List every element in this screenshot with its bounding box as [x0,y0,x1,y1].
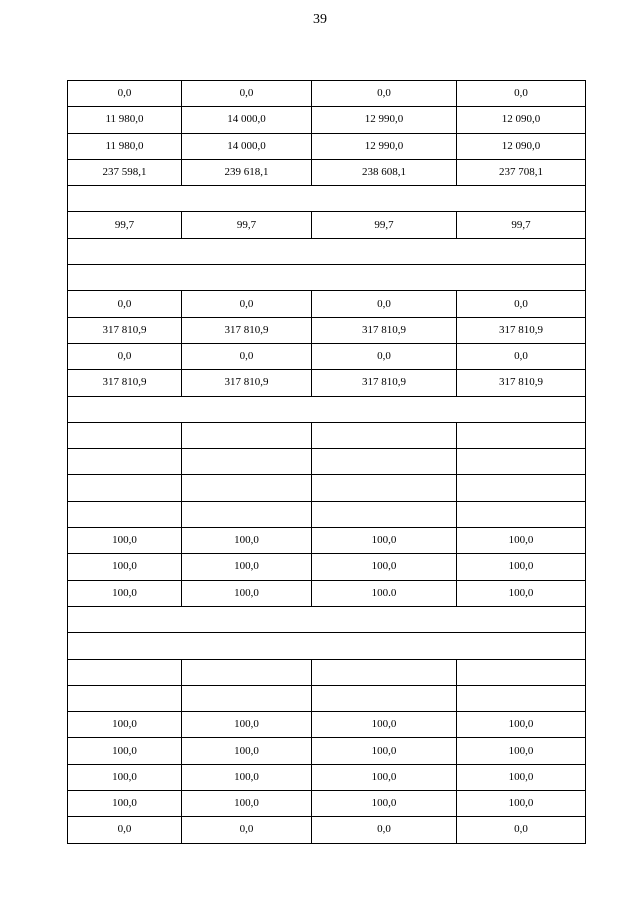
table-cell: 0,0 [68,343,182,369]
table-cell: 317 810,9 [68,317,182,343]
table-cell: 100,0 [182,712,312,738]
table-cell: 0,0 [182,291,312,317]
table-row [68,291,586,317]
table-row [68,422,586,448]
table-row [68,317,586,343]
table-row [68,791,586,817]
table-section-row [68,265,586,291]
table-cell: 100,0 [182,528,312,554]
table-cell: 0,0 [312,343,457,369]
table-cell: 317 810,9 [457,370,586,396]
table-cell [312,475,457,501]
table-cell: 100,0 [182,554,312,580]
table-body [68,81,586,844]
table-cell: 14 000,0 [182,133,312,159]
table-cell [457,501,586,527]
table-cell [182,501,312,527]
table-row [68,685,586,711]
table-cell: 100,0 [312,528,457,554]
table-cell [312,449,457,475]
table-cell [312,501,457,527]
table-cell: 100,0 [182,738,312,764]
table-cell: 100,0 [68,580,182,606]
table-row [68,712,586,738]
table-cell: 100,0 [457,764,586,790]
table-cell: 317 810,9 [182,370,312,396]
table-cell [182,475,312,501]
table-row [68,475,586,501]
table-cell: 100,0 [312,764,457,790]
table-cell: 0,0 [457,817,586,843]
table-section-cell [68,238,586,264]
table-cell: 12 090,0 [457,107,586,133]
table-cell: 12 090,0 [457,133,586,159]
table-cell [457,422,586,448]
table-cell: 0,0 [312,81,457,107]
table-row [68,81,586,107]
table-cell: 14 000,0 [182,107,312,133]
table-cell: 239 618,1 [182,159,312,185]
table-cell: 317 810,9 [312,370,457,396]
table-cell: 0,0 [457,291,586,317]
table-cell: 100,0 [457,738,586,764]
table-section-cell [68,265,586,291]
table-cell [68,449,182,475]
table-cell: 100,0 [68,712,182,738]
table-cell: 0,0 [312,291,457,317]
table-cell: 0,0 [312,817,457,843]
table-cell: 100,0 [457,712,586,738]
table-section-cell [68,633,586,659]
table-cell: 100,0 [457,528,586,554]
table-cell: 100,0 [182,764,312,790]
table-cell [457,659,586,685]
table-row [68,659,586,685]
table-cell: 100,0 [312,712,457,738]
table-row [68,554,586,580]
table-cell: 100,0 [312,738,457,764]
table-row [68,212,586,238]
table-row [68,501,586,527]
table-section-row [68,633,586,659]
table-row [68,107,586,133]
table-cell: 100,0 [182,580,312,606]
table-cell [182,422,312,448]
table-cell [182,685,312,711]
table-cell: 100.0 [312,580,457,606]
table-section-row [68,186,586,212]
table-section-row [68,606,586,632]
table-cell: 0,0 [182,817,312,843]
table-cell [68,659,182,685]
table-row [68,133,586,159]
table-cell: 100,0 [68,554,182,580]
table-cell: 99,7 [312,212,457,238]
table-cell: 100,0 [68,738,182,764]
table-section-cell [68,396,586,422]
table-section-row [68,238,586,264]
table-cell [68,422,182,448]
table-cell: 100,0 [312,791,457,817]
table-section-row [68,396,586,422]
table-row [68,343,586,369]
table-cell: 238 608,1 [312,159,457,185]
table-row [68,370,586,396]
table-cell: 100,0 [182,791,312,817]
table-cell: 100,0 [68,528,182,554]
table-cell: 0,0 [68,817,182,843]
data-table [67,80,586,844]
table-cell: 317 810,9 [457,317,586,343]
table-cell: 100,0 [68,791,182,817]
table-cell [68,685,182,711]
table-row [68,817,586,843]
table-cell [457,449,586,475]
table-row [68,159,586,185]
table-cell: 11 980,0 [68,107,182,133]
table-cell: 317 810,9 [182,317,312,343]
table-cell [182,449,312,475]
table-cell [312,659,457,685]
table-cell: 0,0 [182,81,312,107]
table-cell: 100,0 [457,554,586,580]
table-cell: 99,7 [68,212,182,238]
table-cell [68,501,182,527]
table-cell [312,422,457,448]
table-cell: 0,0 [457,81,586,107]
table-cell: 100,0 [457,580,586,606]
table-cell: 12 990,0 [312,133,457,159]
table-cell [68,475,182,501]
table-cell: 237 598,1 [68,159,182,185]
table-cell: 0,0 [457,343,586,369]
table-cell: 237 708,1 [457,159,586,185]
table-cell: 99,7 [182,212,312,238]
page-number: 39 [313,12,327,27]
table-cell: 0,0 [68,81,182,107]
table-cell [182,659,312,685]
table-cell: 11 980,0 [68,133,182,159]
table-cell: 12 990,0 [312,107,457,133]
table-cell: 0,0 [182,343,312,369]
table-row [68,580,586,606]
table-row [68,449,586,475]
table-cell [312,685,457,711]
table-row [68,738,586,764]
table-cell: 100,0 [68,764,182,790]
table-cell [457,475,586,501]
table-cell: 317 810,9 [68,370,182,396]
table-cell: 100,0 [457,791,586,817]
table-cell: 0,0 [68,291,182,317]
table-row [68,764,586,790]
table-section-cell [68,186,586,212]
table-cell: 317 810,9 [312,317,457,343]
table-cell: 100,0 [312,554,457,580]
table-row [68,528,586,554]
table-cell: 99,7 [457,212,586,238]
table-cell [457,685,586,711]
table-section-cell [68,606,586,632]
